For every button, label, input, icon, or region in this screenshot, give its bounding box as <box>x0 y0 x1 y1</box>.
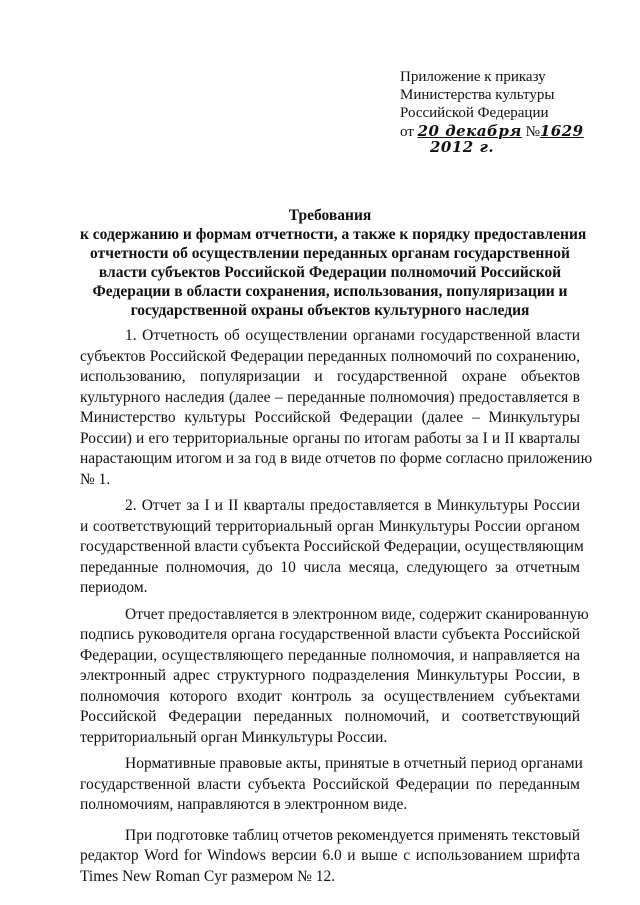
text-line: При подготовке таблиц отчетов рекомендуется применять текстовый <box>125 826 580 844</box>
document-body <box>80 326 593 887</box>
text-line: Российской Федерации переданных полномочий, и соответствующий <box>80 708 580 725</box>
text-line: электронный адрес структурного подразделения Минкультуры России, в <box>80 667 580 684</box>
text-line: и соответствующий территориальный орган Минкультуры России органом <box>80 517 580 535</box>
text-line: полномочия которого входит контроль за осуществлением субъектами <box>80 687 580 705</box>
text-line: субъектов Российской Федерации переданных полномочий по сохранению, <box>80 347 580 365</box>
title-line: государственной охраны объектов культурного наследия <box>130 302 530 319</box>
text-line: Нормативные правовые акты, принятые в отчетный период органами <box>125 755 583 772</box>
paragraph-4 <box>80 754 583 816</box>
title-line: Требования <box>288 207 372 224</box>
text-line: № 1. <box>80 470 111 488</box>
text-line: Министерство культуры Российской Федерации (далее – Минкультуры <box>80 409 580 426</box>
text-line: полномочиям, направляются в электронном виде. <box>80 796 408 813</box>
text-line: 1. Отчетность об осуществлении органами государственной власти <box>125 327 580 344</box>
text-line: периодом. <box>80 579 148 596</box>
text-line: культурного наследия (далее – переданные полномочия) предоставляется в <box>80 388 580 406</box>
text-line: использованию, популяризации и государственной охране объектов <box>80 368 580 385</box>
handwritten-number: 1629 <box>539 122 584 140</box>
paragraph-1 <box>80 326 593 490</box>
title-line: власти субъектов Российской Федерации полномочий Российской <box>98 264 562 281</box>
text-line: Times New Roman Cyr размером № 12. <box>80 867 336 885</box>
annex-line-3: Российской Федерации <box>400 105 549 121</box>
text-line: государственной власти субъекта Российской Федерации по переданным <box>80 775 580 793</box>
text-line: государственной власти субъекта Российской Федерации, осуществляющим <box>80 538 584 555</box>
annex-line-2: Министерства культуры <box>400 87 555 103</box>
text-line: 2. Отчет за I и II кварталы предоставляется в Минкультуры России <box>125 497 580 514</box>
handwritten-date: 20 декабря <box>417 122 522 140</box>
text-line: Отчет предоставляется в электронном виде, содержит сканированную <box>125 605 589 623</box>
text-line: Федерации, осуществляющего переданные полномочия, и направляется на <box>80 646 580 664</box>
text-line: подпись руководителя органа государственной власти субъекта Российской <box>80 626 580 643</box>
annex-header <box>400 68 584 156</box>
paragraph-3 <box>80 605 589 749</box>
text-line: России) и его территориальные органы по итогам работы за I и II кварталы <box>80 429 580 447</box>
title-line: отчетности об осуществлении переданных органам государственной <box>90 245 570 262</box>
paragraph-2 <box>80 496 584 599</box>
from-label: от <box>400 124 414 140</box>
title-line: к содержанию и формам отчетности, а также к порядку предоставления <box>80 226 587 243</box>
annex-line-1: Приложение к приказу <box>400 69 546 85</box>
text-line: территориальный орган Минкультуры России. <box>80 728 388 746</box>
title-line: Федерации в области сохранения, использования, популяризации и <box>92 283 568 300</box>
text-line: редактор Word for Windows версии 6.0 и выше с использованием шрифта <box>80 847 580 864</box>
text-line: переданные полномочия, до 10 числа месяца, следующего за отчетным <box>80 558 580 576</box>
text-line: нарастающим итогом и за год в виде отчетов по форме согласно приложению <box>80 450 593 467</box>
paragraph-5 <box>80 826 580 888</box>
document-title <box>80 206 587 320</box>
handwritten-year: 2012 г. <box>430 138 495 156</box>
number-label: № <box>525 124 540 140</box>
